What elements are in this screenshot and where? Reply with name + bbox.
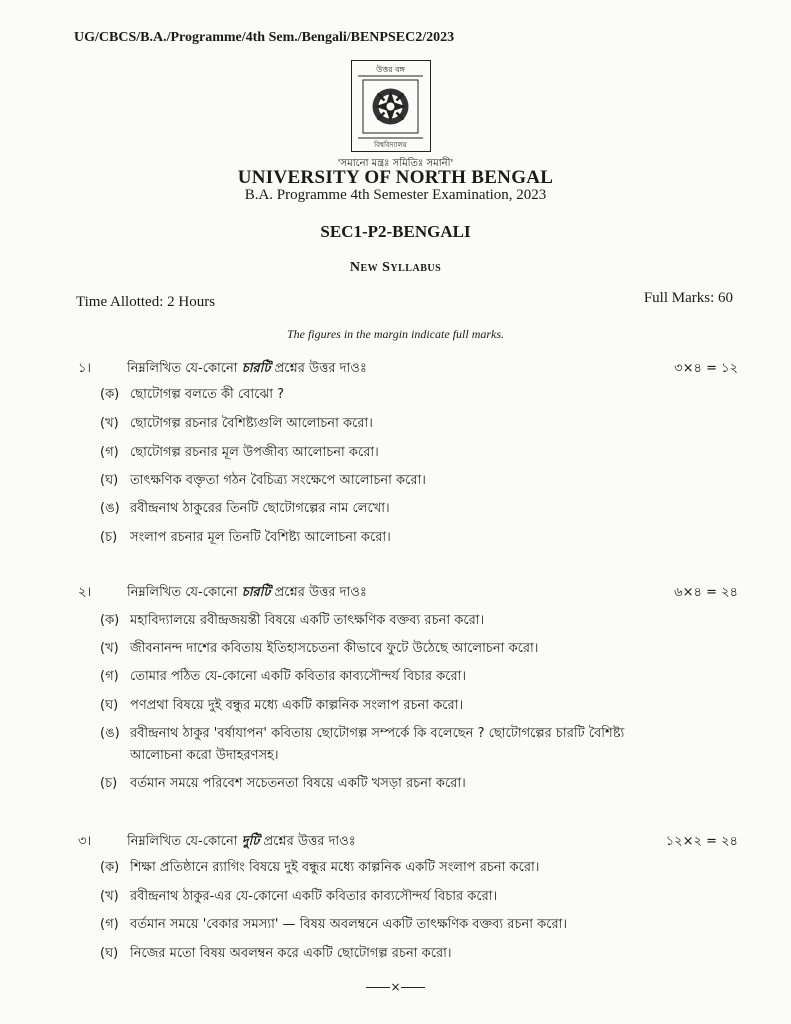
syllabus-label: New Syllabus <box>349 260 442 275</box>
question-1-header <box>78 359 738 381</box>
full-marks: Full Marks: 60 <box>643 290 733 306</box>
question-instruction: নিম্নলিখিত যে-কোনো চারটি প্রশ্নের উত্তর দাওঃ <box>127 585 367 600</box>
question-number: ১। <box>78 361 92 376</box>
time-allotted: Time Allotted: 2 Hours <box>76 294 216 310</box>
question-marks: ৬×৪ = ২৪ <box>674 585 738 600</box>
question-number: ৩। <box>78 834 92 849</box>
paper-title: SEC1-P2-BENGALI <box>320 222 471 241</box>
question-number: ২। <box>78 585 92 600</box>
exam-title: B.A. Programme 4th Semester Examination, 2023 <box>244 187 547 203</box>
paper-code: UG/CBCS/B.A./Programme/4th Sem./Bengali/BENPSEC2/2023 <box>74 30 455 45</box>
question-instruction: নিম্নলিখিত যে-কোনো দুটি প্রশ্নের উত্তর দাওঃ <box>127 834 356 849</box>
question-marks: ৩×৪ = ১২ <box>674 361 738 376</box>
svg-text:বিশ্ববিদ্যালয়: বিশ্ববিদ্যালয় <box>374 141 407 149</box>
question-3-header <box>78 832 738 854</box>
university-logo <box>351 60 431 152</box>
university-motto: 'সমানো মন্ত্রঃ সমিতিঃ সমানী' <box>337 158 454 169</box>
svg-text:উত্তর বঙ্গ: উত্তর বঙ্গ <box>376 65 405 74</box>
end-mark: × <box>0 980 791 994</box>
university-name: UNIVERSITY OF NORTH BENGAL <box>237 167 554 188</box>
question-instruction: নিম্নলিখিত যে-কোনো চারটি প্রশ্নের উত্তর দাওঃ <box>127 361 367 376</box>
logo-emblem-icon <box>352 61 429 150</box>
question-2-header <box>78 583 738 605</box>
exam-page: UG/CBCS/B.A./Programme/4th Sem./Bengali/BENPSEC2/2023 উত্তর বঙ্গ বিশ্ববিদ্যালয় 'সমানো মন্ত্রঃ সমিতিঃ সমানী' UNIVERSITY OF NORTH BENGAL B.A. Programme 4th Semester Examination, 2023 SEC1-P2-BENGALI New Syllabus Time Allotted: 2 Hours Full Marks: 60 The figures in the margin indicate full marks. ১। নিম্নলিখিত যে-কোনো চারটি প্রশ্নের উত্তর দাওঃ ৩×৪ = ১২ (ক) ছোটোগল্প বলতে কী বোঝো ? (খ) ছোটোগল্প রচনার বৈশিষ্ট্যগুলি আলোচনা করো। (গ) ছোটোগল্প রচনার মূল উপজীব্য আলোচনা করো। (ঘ) তাৎক্ষণিক বক্তৃতা গঠন বৈচিত্র্য সংক্ষেপে আলোচনা করো। (ঙ) রবীন্দ্রনাথ ঠাকুরের তিনটি ছোটোগল্পের নাম লেখো। (চ) সংলাপ রচনার মূল তিনটি বৈশিষ্ট্য আলোচনা করো। ২। নিম্নলিখিত যে-কোনো চারটি প্রশ্নের উত্তর দাওঃ ৬×৪ = ২৪ (ক) মহাবিদ্যালয়ে রবীন্দ্রজয়ন্তী বিষয়ে একটি তাৎক্ষণিক বক্তব্য রচনা করো। (খ) জীবনানন্দ দাশের কবিতায় ইতিহাসচেতনা কীভাবে ফুটে উঠেছে আলোচনা করো। (গ) তোমার পঠিত যে-কোনো একটি কবিতার কাব্যসৌন্দর্য বিচার করো। (ঘ) পণপ্রথা বিষয়ে দুই বন্ধুর মধ্যে একটি কাল্পনিক সংলাপ রচনা করো। (ঙ) রবীন্দ্রনাথ ঠাকুর 'বর্ষাযাপন' কবিতায় ছোটোগল্প সম্পর্কে কি বলেছেন ? ছোটোগল্পের চারটি বৈশিষ্ট্য আলোচনা করো উদাহরণসহ। (চ) বর্তমান সময়ে পরিবেশ সচেতনতা বিষয়ে একটি খসড়া রচনা করো। ৩। নিম্নলিখিত যে-কোনো দুটি প্রশ্নের উত্তর দাওঃ ১২×২ = ২৪ (ক) শিক্ষা প্রতিষ্ঠানে র‍্যাগিং বিষয়ে দুই বন্ধুর মধ্যে কাল্পনিক একটি সংলাপ রচনা করো। (খ) রবীন্দ্রনাথ ঠাকুর-এর যে-কোনো একটি কবিতার কাব্যসৌন্দর্য বিচার করো। (গ) বর্তমান সময়ে 'বেকার সমস্যা' — বিষয় অবলম্বনে একটি তাৎক্ষণিক বক্তব্য রচনা করো। (ঘ) নিজের মতো বিষয় অবলম্বন করে একটি ছোটোগল্প রচনা করো। × <box>0 0 791 1024</box>
marks-note: The figures in the margin indicate full marks. <box>286 327 505 341</box>
question-marks: ১২×২ = ২৪ <box>665 834 738 849</box>
